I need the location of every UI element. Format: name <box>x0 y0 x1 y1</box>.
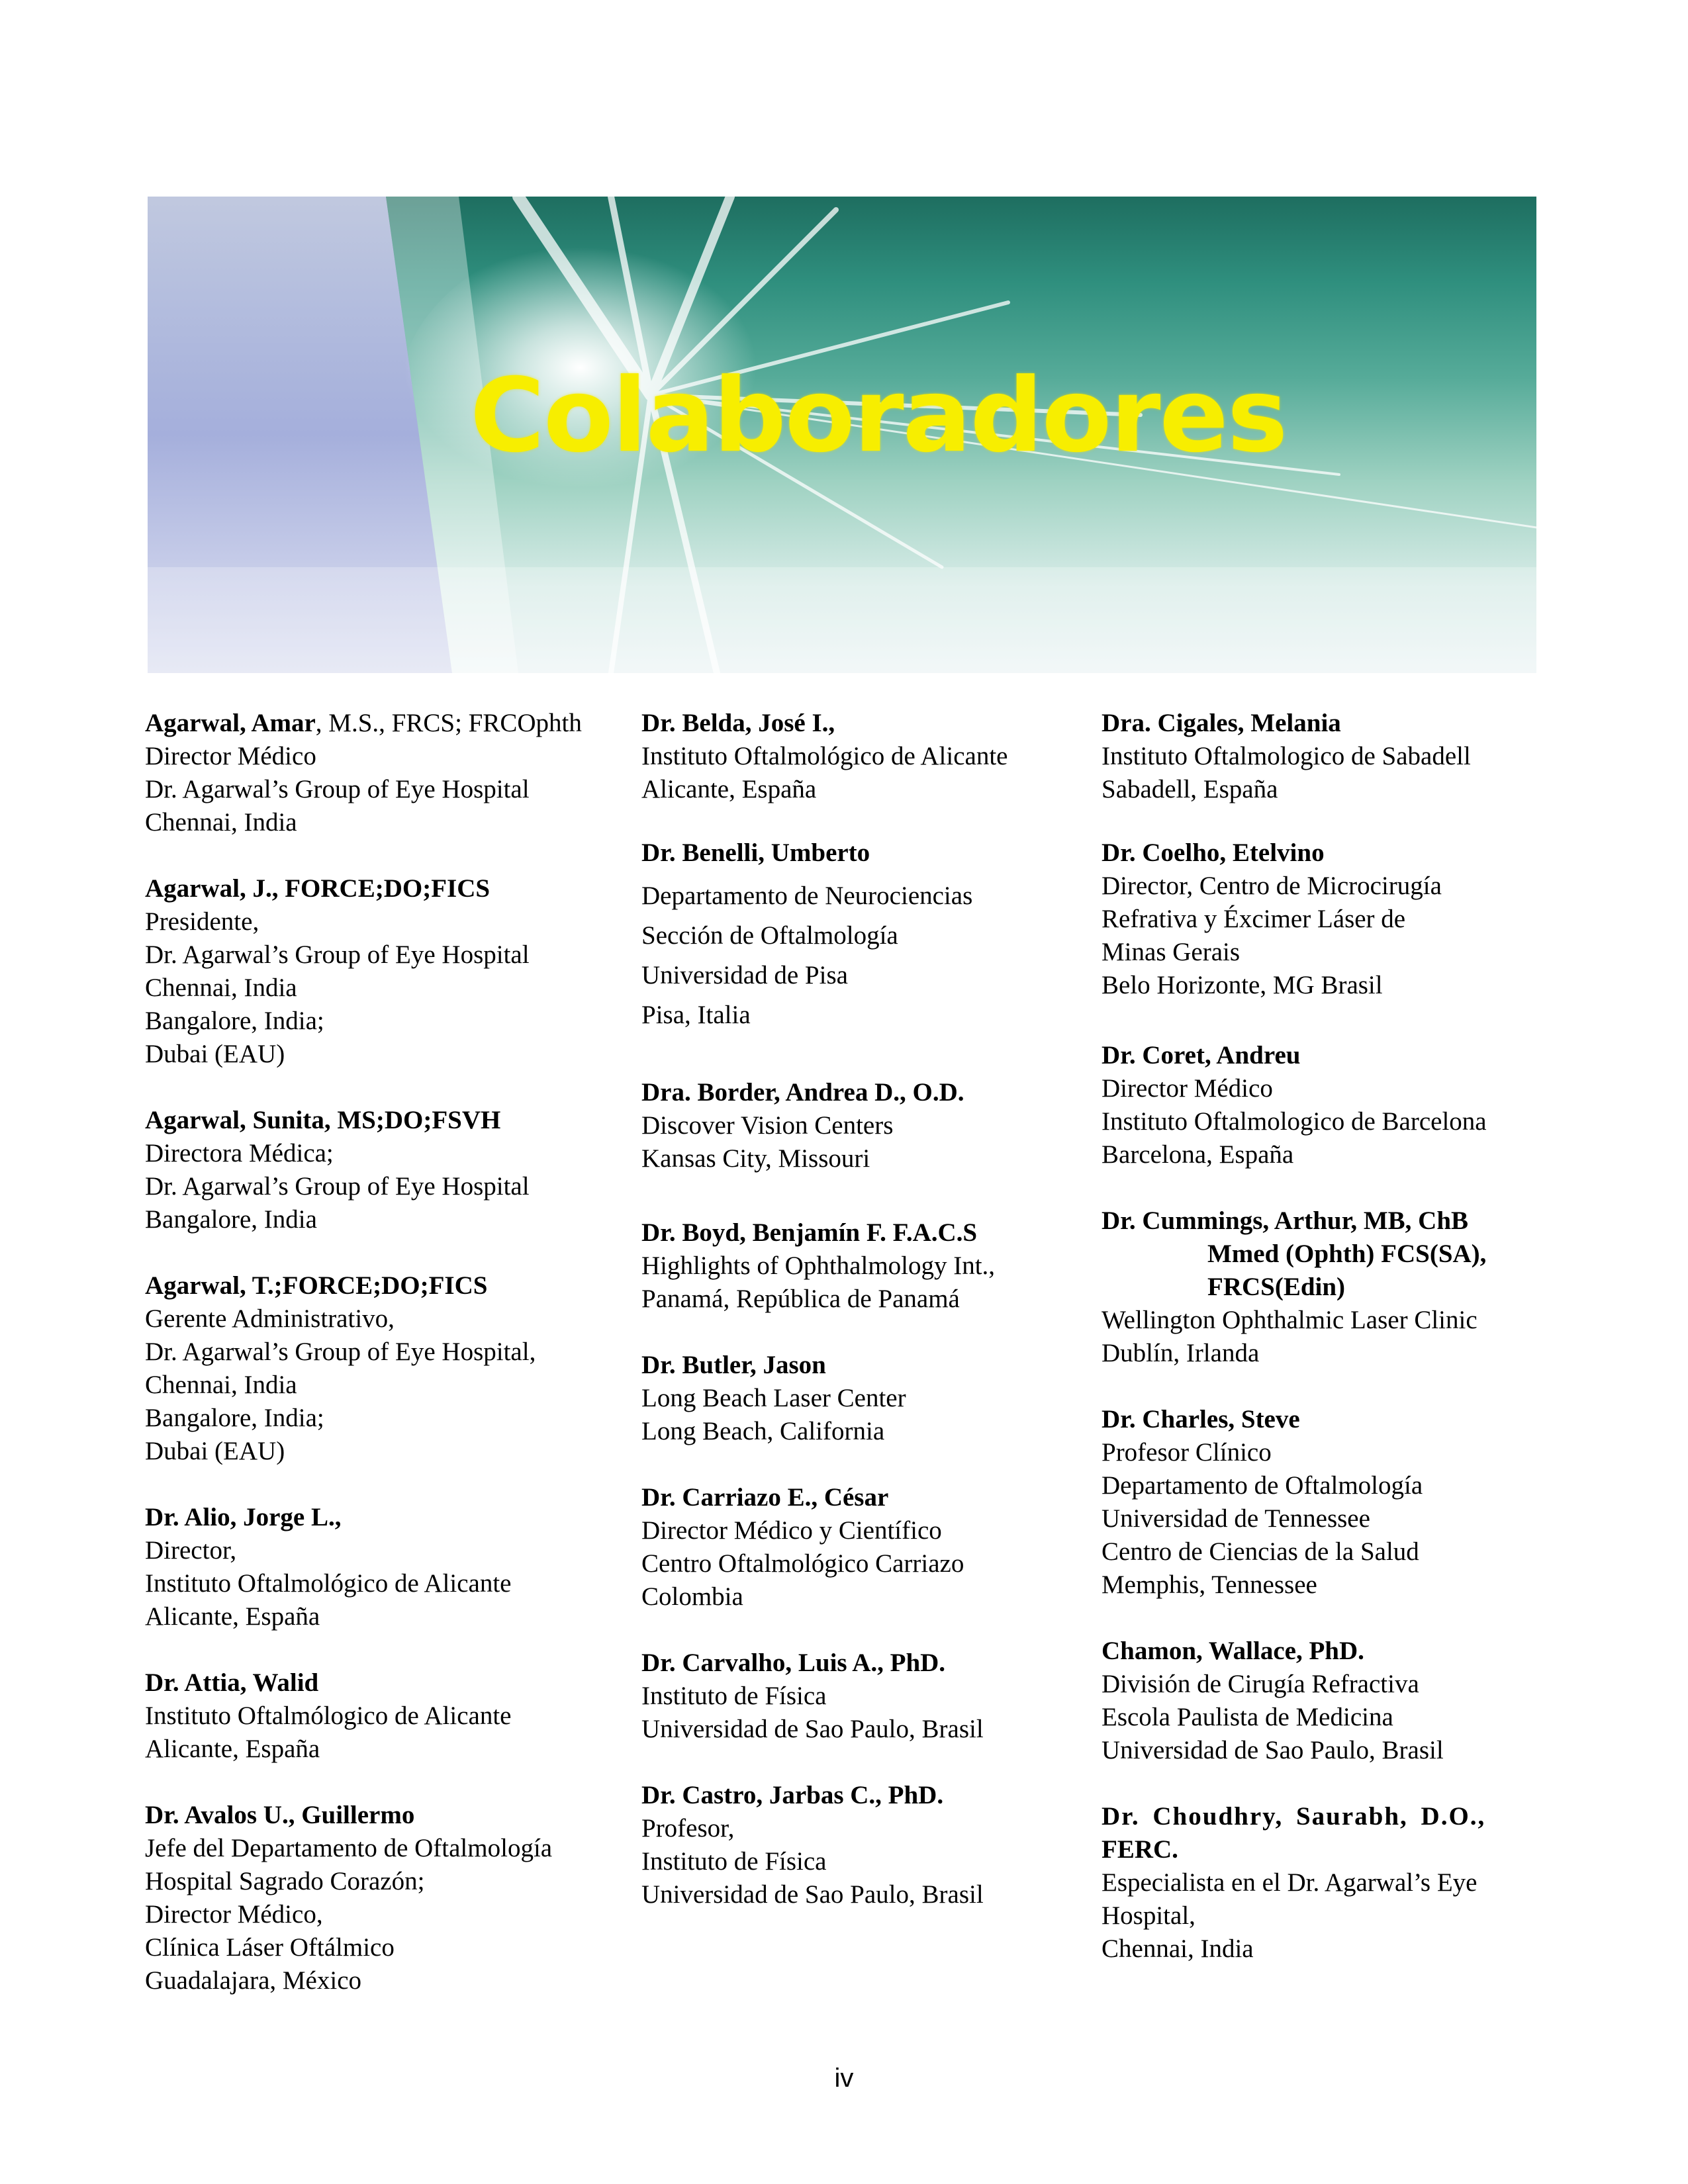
contributor-detail: Centro Oftalmológico Carriazo <box>641 1549 964 1578</box>
contributor-detail: Bangalore, India <box>145 1205 317 1234</box>
contributor-entry <box>1102 1635 1552 1767</box>
contributor-entry <box>145 1269 635 1468</box>
contributor-detail: Instituto de Física <box>641 1847 827 1876</box>
contributor-detail: Hospital, <box>1102 1901 1196 1930</box>
contributor-detail: Alicante, España <box>145 1735 320 1763</box>
contributor-credentials: FRCS(Edin) <box>1207 1273 1346 1301</box>
contributor-detail: Director, <box>145 1536 237 1565</box>
contributor-detail: Chennai, India <box>1102 1934 1254 1963</box>
contributor-detail: Escola Paulista de Medicina <box>1102 1703 1393 1731</box>
contributor-detail: Hospital Sagrado Corazón; <box>145 1867 425 1895</box>
contributor-entry <box>641 1779 1098 1911</box>
contributor-credentials: Mmed (Ophth) FCS(SA), <box>1207 1240 1487 1268</box>
contributor-name: Dr. Carvalho, Luis A., PhD. <box>641 1649 946 1677</box>
contributor-entry <box>641 1481 1098 1614</box>
contributor-name: Agarwal, T.;FORCE;DO;FICS <box>145 1271 488 1300</box>
contributor-detail: Sección de Oftalmología <box>641 921 898 950</box>
contributor-detail: Pisa, Italia <box>641 1001 751 1029</box>
contributor-detail: Colombia <box>641 1582 743 1611</box>
contributor-entry <box>145 707 635 839</box>
contributor-detail: Presidente, <box>145 907 259 936</box>
contributor-detail: Director, Centro de Microcirugía <box>1102 872 1442 900</box>
contributor-detail: Alicante, España <box>145 1602 320 1631</box>
contributor-detail: Dr. Agarwal’s Group of Eye Hospital, <box>145 1338 536 1366</box>
contributor-name: Dr. Coelho, Etelvino <box>1102 839 1325 867</box>
contributor-detail: Bangalore, India; <box>145 1404 324 1432</box>
contributor-detail: Especialista en el Dr. Agarwal’s Eye <box>1102 1868 1477 1897</box>
contributor-detail: Universidad de Sao Paulo, Brasil <box>641 1880 984 1909</box>
contributor-name: Dr. Carriazo E., César <box>641 1483 889 1512</box>
contributor-detail: Long Beach Laser Center <box>641 1384 906 1412</box>
contributor-detail: Director Médico <box>145 742 316 770</box>
contributor-detail: Minas Gerais <box>1102 938 1241 966</box>
contributor-name: Dr. Castro, Jarbas C., PhD. <box>641 1781 944 1809</box>
contributor-detail: Departamento de Neurociencias <box>641 882 973 910</box>
contributor-detail: Universidad de Sao Paulo, Brasil <box>641 1715 984 1743</box>
contributor-detail: Universidad de Tennessee <box>1102 1504 1370 1533</box>
contributor-detail: Instituto Oftalmólogico de Alicante <box>145 1702 512 1730</box>
contributor-detail: Belo Horizonte, MG Brasil <box>1102 971 1383 999</box>
contributor-name: Dr. Cummings, Arthur, MB, ChB <box>1102 1206 1469 1235</box>
contributor-detail: Universidad de Pisa <box>641 961 848 989</box>
contributor-detail: Centro de Ciencias de la Salud <box>1102 1537 1419 1566</box>
contributor-name: Dr. Avalos U., Guillermo <box>145 1801 415 1829</box>
contributors-column-2 <box>641 707 1098 1911</box>
contributor-detail: Director Médico y Científico <box>641 1516 942 1545</box>
contributor-name: Agarwal, J., FORCE;DO;FICS <box>145 874 491 903</box>
contributor-detail: Alicante, España <box>641 775 817 803</box>
contributor-name: Dr. Alio, Jorge L., <box>145 1503 342 1531</box>
contributor-detail: Highlights of Ophthalmology Int., <box>641 1251 996 1280</box>
contributor-entry <box>1102 1039 1552 1171</box>
contributor-credentials: , M.S., FRCS; FRCOphth <box>315 709 582 737</box>
contributor-detail: Director Médico <box>1102 1074 1273 1103</box>
contributor-detail: Barcelona, España <box>1102 1140 1294 1169</box>
contributor-detail: Dubai (EAU) <box>145 1437 285 1465</box>
contributor-detail: Dr. Agarwal’s Group of Eye Hospital <box>145 775 530 803</box>
contributor-detail: Universidad de Sao Paulo, Brasil <box>1102 1736 1444 1764</box>
contributor-name: Agarwal, Sunita, MS;DO;FSVH <box>145 1106 501 1134</box>
contributors-column-1 <box>145 707 635 1997</box>
contributor-detail: Refrativa y Éxcimer Láser de <box>1102 905 1406 933</box>
contributor-detail: Dr. Agarwal’s Group of Eye Hospital <box>145 940 530 969</box>
contributor-detail: Instituto Oftalmológico de Alicante <box>145 1569 512 1598</box>
contributor-detail: Kansas City, Missouri <box>641 1144 870 1173</box>
contributor-detail: Instituto Oftalmologico de Sabadell <box>1102 742 1471 770</box>
contributor-detail: División de Cirugía Refractiva <box>1102 1670 1419 1698</box>
contributor-detail: Chennai, India <box>145 974 297 1002</box>
contributor-entry <box>641 1647 1098 1746</box>
contributor-name: Chamon, Wallace, PhD. <box>1102 1637 1364 1665</box>
contributor-entry <box>145 1666 635 1766</box>
contributor-name: Dr. Boyd, Benjamín F. F.A.C.S <box>641 1218 978 1247</box>
contributor-detail: Director Médico, <box>145 1900 323 1929</box>
contributor-name: Dr. Coret, Andreu <box>1102 1041 1301 1069</box>
contributor-detail: Memphis, Tennessee <box>1102 1570 1317 1599</box>
contributor-detail: Discover Vision Centers <box>641 1111 894 1140</box>
contributor-name: Dr. Charles, Steve <box>1102 1405 1300 1433</box>
contributor-detail: Departamento de Oftalmología <box>1102 1471 1423 1500</box>
contributor-entry <box>1102 1403 1552 1602</box>
contributor-entry <box>1102 707 1552 806</box>
contributor-entry <box>1102 1800 1552 1966</box>
contributor-detail: Wellington Ophthalmic Laser Clinic <box>1102 1306 1477 1334</box>
contributor-name: Dr. Attia, Walid <box>145 1668 319 1697</box>
page-number: iv <box>834 2064 854 2093</box>
contributor-entry <box>145 1501 635 1633</box>
contributor-entry <box>641 837 1098 1035</box>
contributor-name: Dr. Benelli, Umberto <box>641 839 870 867</box>
contributor-entry <box>641 1076 1098 1175</box>
contributor-name: Dr. Choudhry, Saurabh, D.O., <box>1102 1802 1486 1831</box>
contributor-detail: Long Beach, California <box>641 1417 885 1445</box>
contributor-detail: Instituto Oftalmológico de Alicante <box>641 742 1008 770</box>
contributor-detail: Jefe del Departamento de Oftalmología <box>145 1834 553 1862</box>
contributor-detail: Directora Médica; <box>145 1139 334 1167</box>
contributor-detail: Clínica Láser Oftálmico <box>145 1933 395 1962</box>
contributor-detail: Bangalore, India; <box>145 1007 324 1035</box>
header-banner <box>148 197 1536 673</box>
contributor-entry <box>145 872 635 1071</box>
contributor-detail: Profesor, <box>641 1814 735 1843</box>
contributor-detail: Dublín, Irlanda <box>1102 1339 1260 1367</box>
contributor-detail: Panamá, República de Panamá <box>641 1285 960 1313</box>
contributor-name: Dra. Border, Andrea D., O.D. <box>641 1078 964 1107</box>
contributor-detail: Chennai, India <box>145 1371 297 1399</box>
contributor-detail: Dr. Agarwal’s Group of Eye Hospital <box>145 1172 530 1201</box>
contributor-detail: Instituto Oftalmologico de Barcelona <box>1102 1107 1487 1136</box>
contributor-entry <box>145 1799 635 1997</box>
contributor-name: Dra. Cigales, Melania <box>1102 709 1341 737</box>
contributor-entry <box>641 707 1098 806</box>
contributor-entry <box>1102 837 1552 1002</box>
contributor-detail: Instituto de Física <box>641 1682 827 1710</box>
contributor-detail: Guadalajara, México <box>145 1966 362 1995</box>
contributor-detail: Sabadell, España <box>1102 775 1278 803</box>
contributor-detail: Chennai, India <box>145 808 297 837</box>
contributor-entry <box>641 1216 1098 1316</box>
contributor-name: Dr. Belda, José I., <box>641 709 835 737</box>
contributor-name: Agarwal, Amar <box>145 709 316 737</box>
contributors-column-3 <box>1102 707 1552 1966</box>
contributor-detail: Gerente Administrativo, <box>145 1304 395 1333</box>
contributor-detail: Profesor Clínico <box>1102 1438 1272 1467</box>
contributor-entry <box>145 1104 635 1236</box>
page-title: Colaboradores <box>470 357 1287 475</box>
contributor-entry <box>641 1349 1098 1448</box>
contributor-credentials: FERC. <box>1102 1835 1178 1864</box>
contributor-entry <box>1102 1205 1552 1370</box>
contributor-detail: Dubai (EAU) <box>145 1040 285 1068</box>
contributor-name: Dr. Butler, Jason <box>641 1351 826 1379</box>
